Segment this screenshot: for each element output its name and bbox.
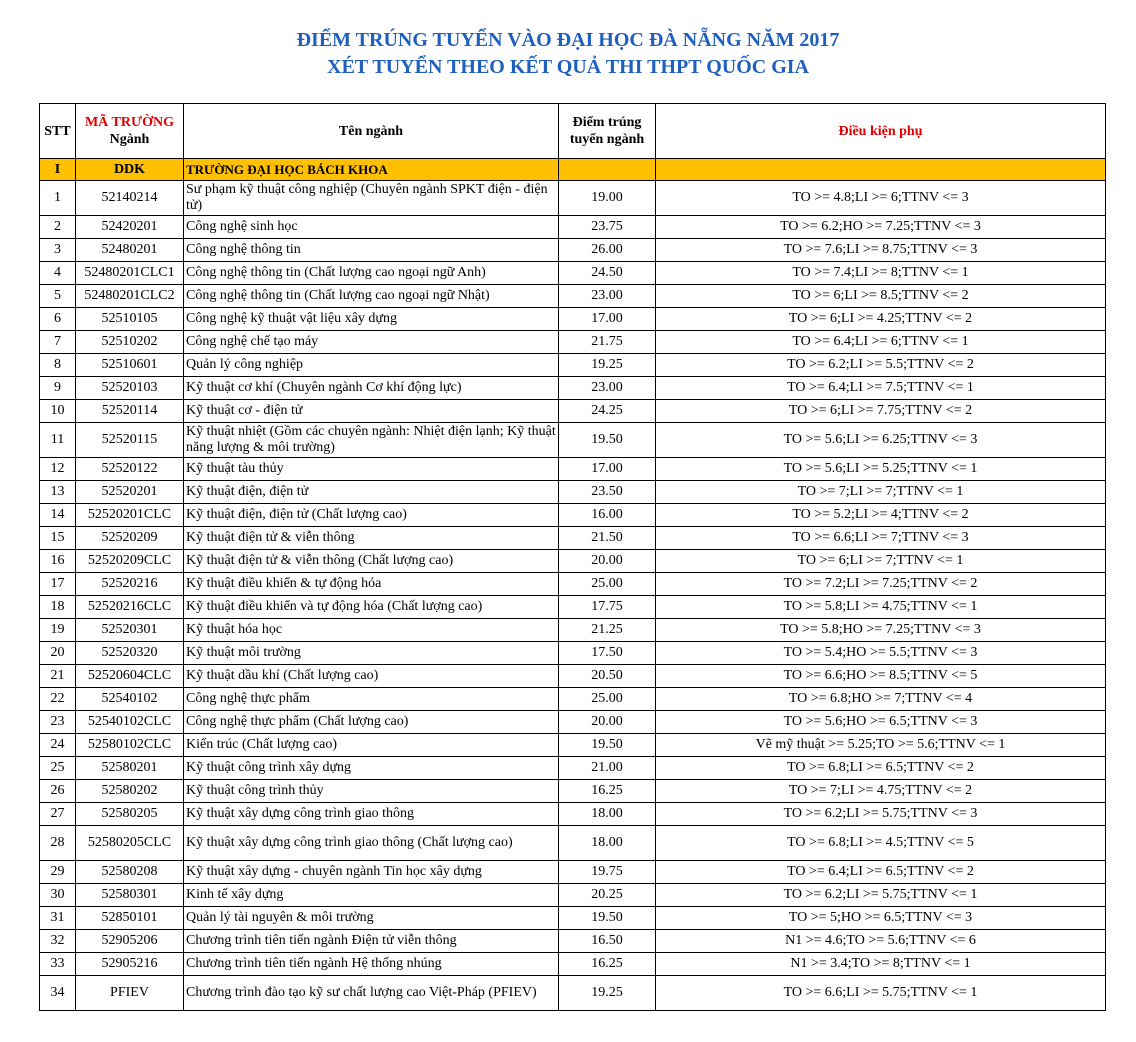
table-row: [40, 861, 1106, 884]
row-stt: 29: [40, 861, 76, 884]
row-stt: 34: [40, 976, 76, 1011]
table-row: [40, 976, 1106, 1011]
row-condition: TO >= 6;LI >= 4.25;TTNV <= 2: [656, 308, 1106, 331]
row-code: 52580208: [76, 861, 184, 884]
row-stt: 31: [40, 907, 76, 930]
row-condition: TO >= 6;LI >= 8.5;TTNV <= 2: [656, 285, 1106, 308]
row-name: Kỹ thuật hóa học: [184, 619, 559, 642]
row-stt: 15: [40, 527, 76, 550]
table-row: [40, 826, 1106, 861]
row-condition: TO >= 7;LI >= 7;TTNV <= 1: [656, 481, 1106, 504]
row-code: 52580205CLC: [76, 826, 184, 861]
row-condition: TO >= 5.8;HO >= 7.25;TTNV <= 3: [656, 619, 1106, 642]
row-name: Kỹ thuật cơ khí (Chuyên ngành Cơ khí động lực): [184, 377, 559, 400]
row-score: 17.75: [559, 596, 656, 619]
row-condition: TO >= 5;HO >= 6.5;TTNV <= 3: [656, 907, 1106, 930]
row-name: Kỹ thuật điện, điện tử: [184, 481, 559, 504]
row-name: Kỹ thuật xây dựng - chuyên ngành Tin học xây dựng: [184, 861, 559, 884]
row-stt: 26: [40, 780, 76, 803]
row-stt: 23: [40, 711, 76, 734]
row-condition: TO >= 5.6;HO >= 6.5;TTNV <= 3: [656, 711, 1106, 734]
row-score: 16.00: [559, 504, 656, 527]
admission-scores-table: [39, 103, 1106, 1011]
table-row: [40, 665, 1106, 688]
section-code: DDK: [76, 159, 184, 181]
row-name: Chương trình đào tạo kỹ sư chất lượng cao Việt-Pháp (PFIEV): [184, 976, 559, 1011]
row-score: 16.25: [559, 953, 656, 976]
section-score: [559, 159, 656, 181]
row-stt: 30: [40, 884, 76, 907]
row-score: 21.75: [559, 331, 656, 354]
row-stt: 33: [40, 953, 76, 976]
table-row: [40, 354, 1106, 377]
row-name: Công nghệ thực phẩm: [184, 688, 559, 711]
row-code: 52580202: [76, 780, 184, 803]
header-diem-line1: Điểm trúng: [572, 115, 642, 130]
row-code: 52540102: [76, 688, 184, 711]
row-name: Sư phạm kỹ thuật công nghiệp (Chuyên ngành SPKT điện - điện tử): [184, 181, 559, 216]
table-row: [40, 239, 1106, 262]
row-code: 52520201CLC: [76, 504, 184, 527]
table-row: [40, 953, 1106, 976]
table-row: [40, 377, 1106, 400]
table-row: [40, 423, 1106, 458]
table-row: [40, 400, 1106, 423]
row-name: Kỹ thuật môi trường: [184, 642, 559, 665]
table-header-row: [40, 104, 1106, 159]
row-name: Công nghệ chế tạo máy: [184, 331, 559, 354]
row-name: Kỹ thuật điều khiển & tự động hóa: [184, 573, 559, 596]
row-score: 24.25: [559, 400, 656, 423]
row-condition: TO >= 5.4;HO >= 5.5;TTNV <= 3: [656, 642, 1106, 665]
row-score: 25.00: [559, 688, 656, 711]
table-row: [40, 884, 1106, 907]
table-row: [40, 930, 1106, 953]
row-score: 19.50: [559, 423, 656, 458]
row-score: 17.00: [559, 308, 656, 331]
row-stt: 11: [40, 423, 76, 458]
row-code: 52520103: [76, 377, 184, 400]
row-name: Kỹ thuật công trình thủy: [184, 780, 559, 803]
section-stt: I: [40, 159, 76, 181]
row-code: 52580301: [76, 884, 184, 907]
table-row: [40, 216, 1106, 239]
row-name: Kỹ thuật điện tử & viễn thông (Chất lượng cao): [184, 550, 559, 573]
row-code: 52520115: [76, 423, 184, 458]
row-name: Kỹ thuật điện, điện tử (Chất lượng cao): [184, 504, 559, 527]
row-condition: TO >= 7.6;LI >= 8.75;TTNV <= 3: [656, 239, 1106, 262]
row-code: PFIEV: [76, 976, 184, 1011]
table-row: [40, 734, 1106, 757]
row-score: 25.00: [559, 573, 656, 596]
section-row: [40, 159, 1106, 181]
row-score: 20.00: [559, 711, 656, 734]
row-code: 52520301: [76, 619, 184, 642]
row-stt: 2: [40, 216, 76, 239]
row-condition: N1 >= 4.6;TO >= 5.6;TTNV <= 6: [656, 930, 1106, 953]
row-condition: TO >= 6.4;LI >= 6;TTNV <= 1: [656, 331, 1106, 354]
row-stt: 3: [40, 239, 76, 262]
row-name: Kỹ thuật điều khiển và tự động hóa (Chất lượng cao): [184, 596, 559, 619]
table-row: [40, 711, 1106, 734]
row-score: 21.25: [559, 619, 656, 642]
row-score: 23.75: [559, 216, 656, 239]
row-code: 52480201: [76, 239, 184, 262]
row-code: 52905216: [76, 953, 184, 976]
row-score: 19.25: [559, 976, 656, 1011]
row-stt: 32: [40, 930, 76, 953]
row-name: Kỹ thuật xây dựng công trình giao thông: [184, 803, 559, 826]
table-row: [40, 527, 1106, 550]
row-condition: TO >= 6.2;LI >= 5.75;TTNV <= 1: [656, 884, 1106, 907]
table-row: [40, 642, 1106, 665]
row-condition: TO >= 6.2;HO >= 7.25;TTNV <= 3: [656, 216, 1106, 239]
table-row: [40, 481, 1106, 504]
row-code: 52510601: [76, 354, 184, 377]
row-name: Kỹ thuật nhiệt (Gồm các chuyên ngành: Nhiệt điện lạnh; Kỹ thuật năng lượng & môi trường): [184, 423, 559, 458]
row-name: Công nghệ thông tin (Chất lượng cao ngoại ngữ Nhật): [184, 285, 559, 308]
row-name: Công nghệ sinh học: [184, 216, 559, 239]
row-name: Kỹ thuật xây dựng công trình giao thông (Chất lượng cao): [184, 826, 559, 861]
table-row: [40, 262, 1106, 285]
row-code: 52580102CLC: [76, 734, 184, 757]
row-name: Kỹ thuật công trình xây dựng: [184, 757, 559, 780]
section-cond: [656, 159, 1106, 181]
row-condition: TO >= 7.4;LI >= 8;TTNV <= 1: [656, 262, 1106, 285]
row-stt: 17: [40, 573, 76, 596]
row-code: 52850101: [76, 907, 184, 930]
row-score: 18.00: [559, 803, 656, 826]
row-name: Quản lý tài nguyên & môi trường: [184, 907, 559, 930]
row-condition: TO >= 4.8;LI >= 6;TTNV <= 3: [656, 181, 1106, 216]
row-score: 20.50: [559, 665, 656, 688]
row-score: 21.00: [559, 757, 656, 780]
row-code: 52520320: [76, 642, 184, 665]
row-name: Kỹ thuật tàu thủy: [184, 458, 559, 481]
table-row: [40, 181, 1106, 216]
row-stt: 9: [40, 377, 76, 400]
row-code: 52520209: [76, 527, 184, 550]
row-condition: TO >= 6.6;HO >= 8.5;TTNV <= 5: [656, 665, 1106, 688]
row-code: 52140214: [76, 181, 184, 216]
header-stt: STT: [40, 104, 76, 159]
row-name: Công nghệ thực phẩm (Chất lượng cao): [184, 711, 559, 734]
row-stt: 27: [40, 803, 76, 826]
row-score: 20.25: [559, 884, 656, 907]
document-subtitle: XÉT TUYỂN THEO KẾT QUẢ THI THPT QUỐC GIA: [327, 56, 809, 78]
row-code: 52510202: [76, 331, 184, 354]
row-score: 19.75: [559, 861, 656, 884]
row-code: 52520209CLC: [76, 550, 184, 573]
row-code: 52520201: [76, 481, 184, 504]
row-score: 23.50: [559, 481, 656, 504]
row-code: 52480201CLC1: [76, 262, 184, 285]
row-name: Chương trình tiên tiến ngành Hệ thống nhúng: [184, 953, 559, 976]
table-row: [40, 550, 1106, 573]
row-stt: 7: [40, 331, 76, 354]
table-row: [40, 504, 1106, 527]
row-score: 21.50: [559, 527, 656, 550]
row-code: 52420201: [76, 216, 184, 239]
row-stt: 1: [40, 181, 76, 216]
row-name: Kỹ thuật dầu khí (Chất lượng cao): [184, 665, 559, 688]
row-code: 52480201CLC2: [76, 285, 184, 308]
row-name: Kỹ thuật cơ - điện tử: [184, 400, 559, 423]
table-row: [40, 780, 1106, 803]
row-stt: 22: [40, 688, 76, 711]
row-score: 24.50: [559, 262, 656, 285]
row-condition: TO >= 6.2;LI >= 5.5;TTNV <= 2: [656, 354, 1106, 377]
row-score: 23.00: [559, 377, 656, 400]
row-condition: TO >= 6.6;LI >= 7;TTNV <= 3: [656, 527, 1106, 550]
table-row: [40, 596, 1106, 619]
row-code: 52905206: [76, 930, 184, 953]
table-row: [40, 619, 1106, 642]
row-condition: TO >= 6.8;LI >= 6.5;TTNV <= 2: [656, 757, 1106, 780]
row-condition: TO >= 7;LI >= 4.75;TTNV <= 2: [656, 780, 1106, 803]
header-code: [76, 104, 184, 159]
row-condition: TO >= 5.6;LI >= 5.25;TTNV <= 1: [656, 458, 1106, 481]
row-score: 17.50: [559, 642, 656, 665]
row-stt: 13: [40, 481, 76, 504]
row-stt: 4: [40, 262, 76, 285]
table-row: [40, 907, 1106, 930]
row-code: 52520114: [76, 400, 184, 423]
row-score: 16.50: [559, 930, 656, 953]
row-stt: 16: [40, 550, 76, 573]
row-condition: TO >= 6.4;LI >= 6.5;TTNV <= 2: [656, 861, 1106, 884]
section-name: TRƯỜNG ĐẠI HỌC BÁCH KHOA: [184, 159, 559, 181]
header-ma-truong: MÃ TRƯỜNG: [84, 115, 175, 130]
row-name: Kỹ thuật điện tử & viễn thông: [184, 527, 559, 550]
row-score: 19.25: [559, 354, 656, 377]
row-condition: TO >= 5.6;LI >= 6.25;TTNV <= 3: [656, 423, 1106, 458]
row-score: 18.00: [559, 826, 656, 861]
row-stt: 5: [40, 285, 76, 308]
header-nganh: Ngành: [109, 132, 150, 147]
table-row: [40, 688, 1106, 711]
row-condition: TO >= 5.8;LI >= 4.75;TTNV <= 1: [656, 596, 1106, 619]
table-row: [40, 458, 1106, 481]
row-code: 52520216: [76, 573, 184, 596]
row-score: 19.00: [559, 181, 656, 216]
row-condition: TO >= 6.4;LI >= 7.5;TTNV <= 1: [656, 377, 1106, 400]
row-stt: 25: [40, 757, 76, 780]
row-stt: 8: [40, 354, 76, 377]
row-score: 23.00: [559, 285, 656, 308]
row-stt: 21: [40, 665, 76, 688]
table-row: [40, 285, 1106, 308]
document-title: ĐIỂM TRÚNG TUYỂN VÀO ĐẠI HỌC ĐÀ NẴNG NĂM 2017: [296, 29, 840, 51]
row-code: 52520604CLC: [76, 665, 184, 688]
row-stt: 28: [40, 826, 76, 861]
row-stt: 6: [40, 308, 76, 331]
table-row: [40, 757, 1106, 780]
row-name: Công nghệ thông tin (Chất lượng cao ngoại ngữ Anh): [184, 262, 559, 285]
row-score: 19.50: [559, 734, 656, 757]
header-diem-line2: tuyển ngành: [569, 132, 645, 147]
row-condition: TO >= 7.2;LI >= 7.25;TTNV <= 2: [656, 573, 1106, 596]
row-name: Kiến trúc (Chất lượng cao): [184, 734, 559, 757]
row-condition: TO >= 6.2;LI >= 5.75;TTNV <= 3: [656, 803, 1106, 826]
row-code: 52580201: [76, 757, 184, 780]
table-row: [40, 308, 1106, 331]
row-score: 19.50: [559, 907, 656, 930]
row-name: Quản lý công nghiệp: [184, 354, 559, 377]
row-score: 20.00: [559, 550, 656, 573]
row-condition: TO >= 6;LI >= 7;TTNV <= 1: [656, 550, 1106, 573]
table-row: [40, 331, 1106, 354]
row-name: Công nghệ kỹ thuật vật liệu xây dựng: [184, 308, 559, 331]
row-stt: 12: [40, 458, 76, 481]
row-code: 52510105: [76, 308, 184, 331]
header-ten-nganh: Tên ngành: [184, 104, 559, 159]
row-name: Công nghệ thông tin: [184, 239, 559, 262]
header-dieu-kien: Điều kiện phụ: [656, 104, 1106, 159]
row-stt: 24: [40, 734, 76, 757]
row-stt: 18: [40, 596, 76, 619]
row-stt: 19: [40, 619, 76, 642]
row-condition: TO >= 5.2;LI >= 4;TTNV <= 2: [656, 504, 1106, 527]
row-score: 17.00: [559, 458, 656, 481]
table-row: [40, 803, 1106, 826]
row-stt: 20: [40, 642, 76, 665]
row-score: 26.00: [559, 239, 656, 262]
row-code: 52520122: [76, 458, 184, 481]
row-code: 52580205: [76, 803, 184, 826]
row-code: 52540102CLC: [76, 711, 184, 734]
header-diem: [559, 104, 656, 159]
row-name: Kinh tế xây dựng: [184, 884, 559, 907]
table-row: [40, 573, 1106, 596]
row-condition: TO >= 6.6;LI >= 5.75;TTNV <= 1: [656, 976, 1106, 1011]
row-name: Chương trình tiên tiến ngành Điện tử viễn thông: [184, 930, 559, 953]
row-condition: Vẽ mỹ thuật >= 5.25;TO >= 5.6;TTNV <= 1: [656, 734, 1106, 757]
row-score: 16.25: [559, 780, 656, 803]
row-condition: TO >= 6.8;HO >= 7;TTNV <= 4: [656, 688, 1106, 711]
row-condition: TO >= 6.8;LI >= 4.5;TTNV <= 5: [656, 826, 1106, 861]
row-stt: 10: [40, 400, 76, 423]
row-stt: 14: [40, 504, 76, 527]
row-condition: TO >= 6;LI >= 7.75;TTNV <= 2: [656, 400, 1106, 423]
row-condition: N1 >= 3.4;TO >= 8;TTNV <= 1: [656, 953, 1106, 976]
row-code: 52520216CLC: [76, 596, 184, 619]
